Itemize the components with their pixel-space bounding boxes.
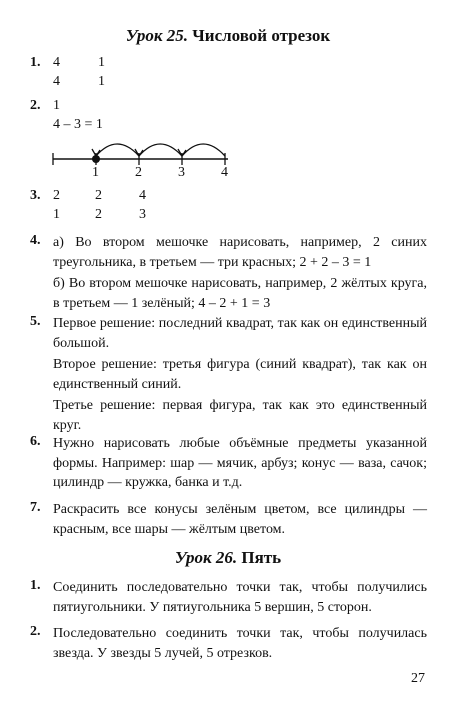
- task-1-cell: 1: [98, 55, 105, 70]
- task-4-text: [53, 233, 427, 313]
- task-2-number: 2.: [30, 98, 41, 113]
- task-2-equation: 4 – 3 = 1: [53, 117, 103, 132]
- lesson-26-task-1-number: 1.: [30, 578, 41, 593]
- task-3-cell: 4: [139, 188, 146, 203]
- task-2-answer: 1: [53, 98, 60, 113]
- tick-label: 2: [135, 165, 142, 180]
- task-7-number: 7.: [30, 500, 41, 515]
- task-1-cell: 4: [53, 74, 60, 89]
- task-1-cell: 1: [98, 74, 105, 89]
- lesson-26-task-1-text: [53, 578, 427, 617]
- task-7-text: [53, 500, 427, 539]
- task-1-cell: 4: [53, 55, 60, 70]
- jump-arc: [139, 144, 182, 156]
- lesson-25-title-number: Урок 25.: [125, 26, 189, 45]
- lesson-26-title-text: Пять: [237, 548, 282, 567]
- lesson-26-task-2-text: [53, 624, 427, 663]
- task-5-solution-3: Третье решение: первая фигура, так как это единственный круг.: [53, 398, 427, 433]
- arrow-head-icon: [92, 149, 100, 156]
- jump-arc: [182, 144, 225, 156]
- lesson-26-title: [0, 548, 456, 568]
- lesson-26-task-2-paragraph: Последовательно соединить точки так, чтобы получилась звезда. У звезды 5 лучей, 5 отрезков.: [53, 626, 427, 661]
- tick-label: 4: [221, 165, 228, 180]
- lesson-26-task-2-number: 2.: [30, 624, 41, 639]
- tick-label: 1: [92, 165, 99, 180]
- tick-label: 3: [178, 165, 185, 180]
- task-5-solution-1: Первое решение: последний квадрат, так как он единственный большой.: [53, 316, 427, 351]
- task-6-text: [53, 434, 427, 493]
- task-6-number: 6.: [30, 434, 41, 449]
- lesson-26-task-1-paragraph: Соединить последовательно точки так, чтобы получились пятиугольники. У пятиугольника 5 вершин, 5 сторон.: [53, 580, 427, 615]
- task-3-cell: 2: [95, 207, 102, 222]
- task-3-cell: 2: [95, 188, 102, 203]
- task-3-cell: 2: [53, 188, 60, 203]
- jump-arc: [96, 144, 139, 156]
- task-3-cell: 3: [139, 207, 146, 222]
- lesson-25-title-text: Числовой отрезок: [188, 26, 331, 45]
- task-5-number: 5.: [30, 314, 41, 329]
- task-5-text: [53, 314, 427, 435]
- task-5-solution-2: Второе решение: третья фигура (синий квадрат), так как он единственный синий.: [53, 357, 427, 392]
- task-4-part-a: а) Во втором мешочке нарисовать, например, 2 синих треугольника, в третьем — три красных; 2 + 2 – 3 = 1: [53, 235, 427, 270]
- task-7-paragraph: Раскрасить все конусы зелёным цветом, все цилиндры — красным, все шары — жёлтым цветом.: [53, 502, 427, 537]
- task-3-number: 3.: [30, 188, 41, 203]
- task-1-number: 1.: [30, 55, 41, 70]
- page-number: 27: [411, 671, 425, 686]
- task-6-paragraph: Нужно нарисовать любые объёмные предметы указанной формы. Например: шар — мячик, арбуз; конус — ваза, сачок; цилиндр — кружка, банка и т.д.: [53, 436, 427, 490]
- task-3-cell: 1: [53, 207, 60, 222]
- task-4-part-b: б) Во втором мешочке нарисовать, например, 2 жёлтых круга, в третьем — 1 зелёный; 4 – 2 + 1 = 3: [53, 276, 427, 311]
- lesson-26-title-number: Урок 26.: [174, 548, 238, 567]
- number-line-point: [92, 155, 100, 163]
- task-4-number: 4.: [30, 233, 41, 248]
